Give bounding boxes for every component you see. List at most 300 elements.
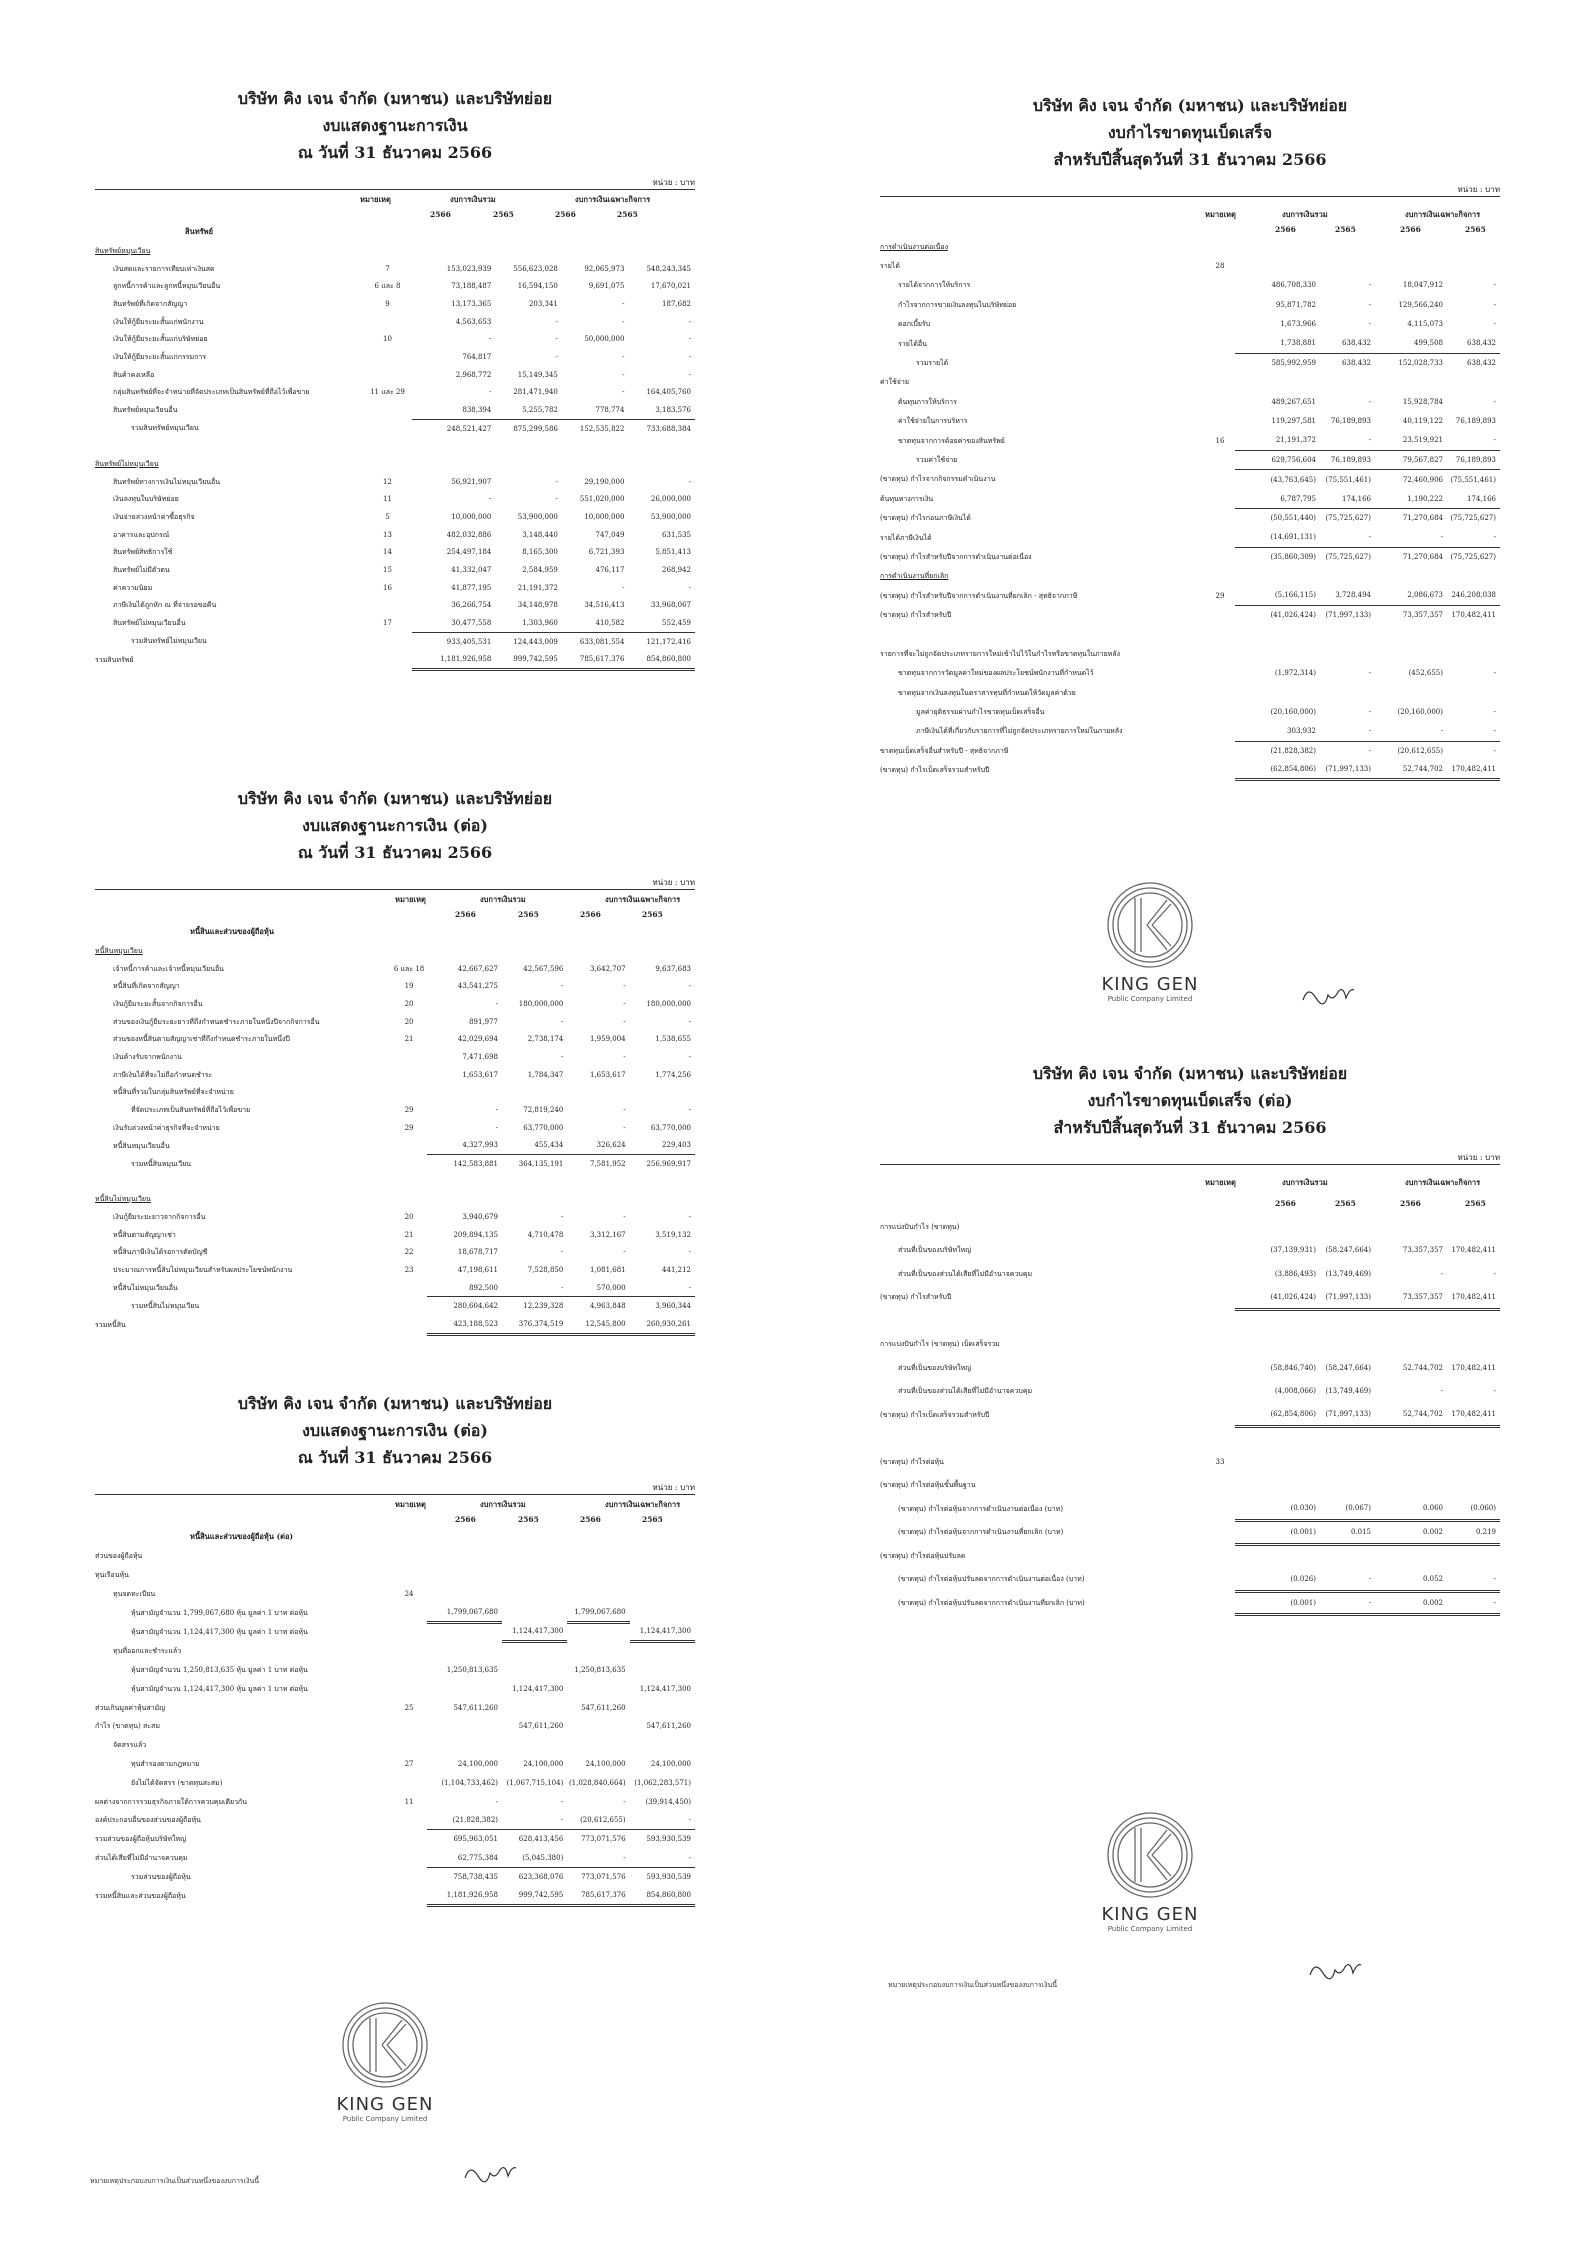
table-row xyxy=(880,1333,1500,1357)
table-row xyxy=(95,1547,695,1566)
row-value: (14,691,131) xyxy=(1270,533,1316,542)
row-label: ทุนที่ออกและชำระแล้ว xyxy=(113,1647,182,1656)
col-year: 2565 xyxy=(493,210,514,219)
row-value: 551,020,000 xyxy=(579,495,625,504)
table-row xyxy=(95,419,695,437)
row-value xyxy=(1235,567,1320,586)
row-label: รายได้อื่น xyxy=(898,339,927,348)
row-value: 17,670,021 xyxy=(650,282,691,291)
row-value xyxy=(1320,373,1375,392)
row-value: 24,100,000 xyxy=(457,1760,499,1769)
row-value: 556,623,028 xyxy=(513,264,558,273)
table-row xyxy=(95,1679,695,1698)
row-note: 7 xyxy=(385,264,390,273)
row-value xyxy=(1375,644,1447,663)
row-value: 1,959,004 xyxy=(589,1035,626,1044)
col-consolidated: งบการเงินรวม xyxy=(1282,210,1328,219)
row-note xyxy=(1205,741,1235,760)
row-label: อาคารและอุปกรณ์ xyxy=(113,530,170,539)
row-value xyxy=(630,1173,695,1191)
row-value: 764,817 xyxy=(462,352,492,361)
row-value: - xyxy=(560,1816,564,1825)
row-label: ประมาณการหนี้สินไม่หมุนเวียนสำหรับผลประโยชน์พนักงาน xyxy=(113,1266,293,1275)
row-value: 170,482,411 xyxy=(1447,605,1500,624)
row-value: - xyxy=(560,1052,564,1061)
row-value: - xyxy=(560,1283,564,1292)
unit-label: หน่วย : บาท xyxy=(1457,185,1500,194)
row-value: 5,255,782 xyxy=(522,405,558,414)
row-value: 376,374,519 xyxy=(502,1315,567,1334)
row-value: 15,928,784 xyxy=(1402,397,1443,406)
row-label: หนี้สินภาษีเงินได้รอการตัดบัญชี xyxy=(113,1248,208,1257)
row-note xyxy=(391,1642,426,1661)
row-value: - xyxy=(623,982,626,991)
signature-icon xyxy=(460,2158,520,2188)
unit-label: หน่วย : บาท xyxy=(652,878,695,887)
king-gen-logo-icon xyxy=(340,2000,430,2090)
row-value: 838,394 xyxy=(462,405,492,414)
row-value xyxy=(1375,256,1447,275)
row-value xyxy=(1447,683,1500,702)
row-note xyxy=(391,1279,426,1297)
row-note: 20 xyxy=(404,1212,414,1221)
row-value: (50,551,440) xyxy=(1235,508,1320,527)
row-note xyxy=(1205,508,1235,527)
table-row xyxy=(880,508,1500,527)
row-value: 187,682 xyxy=(662,299,691,308)
row-value: 21,191,372 xyxy=(517,583,558,592)
row-label: เงินกู้ยืมระยะสั้นจากกิจการอื่น xyxy=(113,999,203,1008)
row-value: 246,208,038 xyxy=(1451,591,1496,600)
col-year: 2566 xyxy=(580,1515,601,1524)
row-value: (4,008,066) xyxy=(1274,1387,1316,1396)
col-year: 2566 xyxy=(455,910,476,919)
row-value: 489,267,651 xyxy=(1271,397,1316,406)
row-note: 11 และ 29 xyxy=(370,388,405,397)
row-value xyxy=(427,1717,502,1736)
row-label: การดำเนินงานต่อเนื่อง xyxy=(880,242,949,251)
row-label: รวมค่าใช้จ่าย xyxy=(916,455,958,464)
row-note xyxy=(391,1084,426,1102)
row-value: 547,611,260 xyxy=(581,1703,626,1712)
row-value xyxy=(1447,567,1500,586)
page-income-statement-cont xyxy=(880,1060,1500,1616)
col-year: 2566 xyxy=(430,210,451,219)
row-value xyxy=(427,1566,502,1585)
row-note xyxy=(363,366,411,384)
row-note xyxy=(1205,1309,1235,1333)
row-value xyxy=(1320,683,1375,702)
table-row xyxy=(95,1642,695,1661)
row-value: (75,725,627) xyxy=(1320,508,1375,527)
row-value: 124,443,009 xyxy=(495,632,562,650)
row-value: - xyxy=(688,317,691,326)
row-note: 24 xyxy=(404,1589,414,1598)
table-row xyxy=(95,579,695,597)
table-row xyxy=(95,1084,695,1102)
row-note xyxy=(1205,450,1235,469)
row-value xyxy=(427,1642,502,1661)
row-value: 747,049 xyxy=(595,530,625,539)
row-value: 0.219 xyxy=(1447,1521,1500,1545)
row-value: 7,471,698 xyxy=(462,1052,499,1061)
table-row xyxy=(880,353,1500,372)
table-row xyxy=(880,489,1500,508)
row-value: (3,886,493) xyxy=(1274,1269,1316,1278)
row-note xyxy=(391,942,426,960)
row-value: 8,165,300 xyxy=(522,548,558,557)
row-label xyxy=(880,1309,1205,1333)
row-value: - xyxy=(488,388,492,397)
row-value: - xyxy=(1320,1568,1375,1592)
row-value: 174,166 xyxy=(1342,494,1371,503)
row-note xyxy=(1205,334,1235,353)
row-value: 63,770,000 xyxy=(523,1123,564,1132)
column-header xyxy=(95,890,695,924)
table-row xyxy=(95,614,695,632)
table-row xyxy=(95,1886,695,1905)
row-value xyxy=(567,1717,629,1736)
table-row xyxy=(95,1755,695,1774)
row-label: สินทรัพย์หมุนเวียน xyxy=(95,246,151,255)
row-label: รวมหนี้สินและส่วนของผู้ถือหุ้น xyxy=(95,1891,186,1900)
row-value: 1,250,813,635 xyxy=(446,1666,499,1675)
table-row xyxy=(880,605,1500,624)
company-name: บริษัท คิง เจน จำกัด (มหาชน) และบริษัทย่อย xyxy=(237,1394,553,1413)
row-value xyxy=(1320,1215,1375,1239)
row-value xyxy=(427,1622,502,1641)
row-value: 164,405,760 xyxy=(646,388,691,397)
row-note: 12 xyxy=(383,477,392,486)
table-row xyxy=(880,237,1500,256)
row-label: หุ้นสามัญจำนวน 1,124,417,300 หุ้น มูลค่า 1 บาท ต่อหุ้น xyxy=(131,1684,308,1693)
table-row xyxy=(880,1215,1500,1239)
table-row xyxy=(95,1208,695,1226)
col-year: 2566 xyxy=(1275,1199,1296,1208)
row-label: (ขาดทุน) กำไรจากกิจกรรมดำเนินงาน xyxy=(880,475,996,484)
table-row xyxy=(880,586,1500,605)
page-balance-sheet-liabilities xyxy=(95,785,695,1336)
row-label: (ขาดทุน) กำไรสำหรับปี xyxy=(880,1293,952,1302)
row-value: 1,081,681 xyxy=(589,1266,626,1275)
row-value: - xyxy=(1493,727,1496,736)
row-value: - xyxy=(1368,708,1371,717)
row-value: 121,172,416 xyxy=(628,632,695,650)
row-value: (35,860,309) xyxy=(1235,547,1320,566)
row-value: 2,968,772 xyxy=(455,370,492,379)
row-value xyxy=(628,437,695,455)
row-value: (58,247,664) xyxy=(1325,1246,1371,1255)
row-label: หนี้สินที่รวมในกลุ่มสินทรัพย์ที่จะจำหน่าย xyxy=(113,1088,234,1097)
row-value: - xyxy=(623,1212,626,1221)
row-label: (ขาดทุน) กำไรต่อหุ้นจากการดำเนินงานที่ยกเลิก (บาท) xyxy=(898,1528,1064,1537)
row-note xyxy=(391,1661,426,1680)
row-value: 41,877,195 xyxy=(451,583,492,592)
row-value: (20,160,000) xyxy=(1270,708,1316,717)
row-value: 778,774 xyxy=(595,405,625,414)
row-note xyxy=(363,313,411,331)
row-value: - xyxy=(488,495,492,504)
table-row xyxy=(880,373,1500,392)
row-note: 21 xyxy=(404,1035,414,1044)
table-row xyxy=(880,702,1500,721)
row-value: - xyxy=(1368,669,1371,678)
row-value: - xyxy=(1493,320,1496,329)
row-label: ลูกหนี้การค้าและลูกหนี้หมุนเวียนอื่น xyxy=(113,282,221,291)
row-value: 52,744,702 xyxy=(1375,1403,1447,1427)
row-note: 11 xyxy=(383,495,392,504)
row-value: 423,188,523 xyxy=(427,1315,502,1334)
row-note xyxy=(391,1830,426,1849)
col-note: หมายเหตุ xyxy=(360,195,391,204)
table-row xyxy=(95,313,695,331)
row-note xyxy=(391,1622,426,1641)
row-value xyxy=(1320,1450,1375,1474)
row-value: 153,023,939 xyxy=(446,264,492,273)
row-value: (43,763,645) xyxy=(1235,470,1320,489)
row-value: - xyxy=(555,477,558,486)
row-value: - xyxy=(560,1212,564,1221)
row-value: 3,940,679 xyxy=(462,1212,499,1221)
row-value: 1,799,067,680 xyxy=(567,1603,629,1622)
row-value: (75,725,627) xyxy=(1447,508,1500,527)
column-header xyxy=(880,1165,1500,1215)
row-value xyxy=(1447,1474,1500,1498)
row-value xyxy=(1375,373,1447,392)
row-value xyxy=(1235,683,1320,702)
row-value xyxy=(1235,1450,1320,1474)
table-row xyxy=(880,547,1500,566)
row-value: 79,567,827 xyxy=(1375,450,1447,469)
row-note: 22 xyxy=(404,1248,414,1257)
row-value: - xyxy=(1447,1568,1500,1592)
row-value: - xyxy=(623,1853,626,1862)
row-value xyxy=(1447,1450,1500,1474)
row-value: - xyxy=(623,999,626,1008)
row-label: (ขาดทุน) กำไรต่อหุ้นขั้นพื้นฐาน xyxy=(880,1481,976,1490)
table-row xyxy=(880,1544,1500,1568)
row-label: (ขาดทุน) กำไรต่อหุ้นปรับลดจากการดำเนินงานที่ยกเลิก (บาท) xyxy=(898,1598,1085,1607)
row-value: 785,617,376 xyxy=(562,650,629,669)
table-row xyxy=(95,1622,695,1641)
row-note xyxy=(1205,1521,1235,1545)
row-note: 5 xyxy=(385,512,390,521)
row-value: - xyxy=(1447,741,1500,760)
table-row xyxy=(95,1717,695,1736)
row-note xyxy=(1205,392,1235,411)
row-label: ค่าใช้จ่าย xyxy=(880,378,909,387)
row-label: หุ้นสามัญจำนวน 1,124,417,300 หุ้น มูลค่า 1 บาท ต่อหุ้น xyxy=(131,1628,308,1637)
row-value: 16,594,150 xyxy=(517,282,558,291)
row-value: 364,135,191 xyxy=(502,1155,567,1173)
table-row xyxy=(95,260,695,278)
col-year: 2565 xyxy=(518,910,539,919)
row-note: 25 xyxy=(404,1703,414,1712)
row-label: (ขาดทุน) กำไรสำหรับปี xyxy=(880,611,952,620)
row-value: - xyxy=(1440,1269,1443,1278)
row-label: รวมส่วนของผู้ถือหุ้น xyxy=(131,1872,191,1881)
row-value xyxy=(412,437,496,455)
row-label: (ขาดทุน) กำไรต่อหุ้นจากการดำเนินงานต่อเนื่อง (บาท) xyxy=(898,1504,1063,1513)
statement-header xyxy=(95,785,695,866)
row-value: 570,000 xyxy=(596,1283,626,1292)
row-value: (20,612,655) xyxy=(580,1816,626,1825)
row-note xyxy=(363,242,411,260)
row-label: เงินรับล่วงหน้าค่าธุรกิจที่จะจำหน่าย xyxy=(113,1123,220,1132)
row-label: รวมสินทรัพย์ xyxy=(95,655,134,664)
row-value: - xyxy=(623,1248,626,1257)
row-value xyxy=(1447,1333,1500,1357)
row-note: 14 xyxy=(383,548,392,557)
col-year: 2566 xyxy=(1275,225,1296,234)
page-balance-sheet-equity xyxy=(95,1390,695,1907)
row-value: 180,000,000 xyxy=(646,999,691,1008)
row-value: - xyxy=(688,1052,691,1061)
row-note xyxy=(1205,547,1235,566)
row-label: รายการที่จะไม่ถูกจัดประเภทรายการใหม่เข้าไปไว้ในกำไรหรือขาดทุนในภายหลัง xyxy=(880,649,1120,658)
row-value: 891,977 xyxy=(469,1017,499,1026)
row-value: (71,997,133) xyxy=(1320,605,1375,624)
row-note: 29 xyxy=(404,1123,414,1132)
table-row xyxy=(880,450,1500,469)
row-value: (21,828,382) xyxy=(1235,741,1320,760)
row-value: - xyxy=(1493,281,1496,290)
row-value xyxy=(1235,1333,1320,1357)
row-value: 170,482,411 xyxy=(1451,1363,1496,1372)
row-note xyxy=(363,597,411,615)
row-value: (0.060) xyxy=(1447,1497,1500,1521)
row-label: ภาษีเงินได้ที่เกี่ยวกับรายการที่ไม่ถูกจัดประเภทรายการใหม่ในภายหลัง xyxy=(916,727,1123,736)
row-value: 24,100,000 xyxy=(523,1760,564,1769)
row-value: 5,851,413 xyxy=(655,548,691,557)
col-year: 2565 xyxy=(1465,225,1486,234)
table-row xyxy=(95,242,695,260)
signature-icon xyxy=(1305,1955,1365,1985)
row-label xyxy=(95,1173,391,1191)
row-label: รวมสินทรัพย์หมุนเวียน xyxy=(131,424,199,433)
row-label: องค์ประกอบอื่นของส่วนของผู้ถือหุ้น xyxy=(95,1816,201,1825)
row-value xyxy=(1375,1309,1447,1333)
row-value xyxy=(502,1547,567,1566)
table-row xyxy=(880,741,1500,760)
row-note xyxy=(1205,1356,1235,1380)
row-value: 773,071,576 xyxy=(567,1867,629,1886)
row-value: - xyxy=(623,1106,626,1115)
row-value xyxy=(567,1585,629,1604)
statement-date: ณ วันที่ 31 ธันวาคม 2566 xyxy=(297,843,493,862)
table-row xyxy=(880,470,1500,489)
row-value: 695,963,051 xyxy=(427,1830,502,1849)
row-value: - xyxy=(1493,300,1496,309)
row-value: 152,028,733 xyxy=(1375,353,1447,372)
row-value: 623,368,076 xyxy=(502,1867,567,1886)
row-note: 20 xyxy=(404,999,414,1008)
row-value: - xyxy=(622,370,625,379)
row-value: (452,655) xyxy=(1408,669,1443,678)
col-year: 2565 xyxy=(642,1515,663,1524)
company-name: บริษัท คิง เจน จำกัด (มหาชน) และบริษัทย่อย xyxy=(237,789,553,808)
row-value: (71,997,133) xyxy=(1320,1286,1375,1310)
row-value: 3,642,707 xyxy=(589,964,626,973)
row-value xyxy=(502,1190,567,1208)
row-note xyxy=(1205,489,1235,508)
row-value xyxy=(567,1679,629,1698)
row-value: 773,071,576 xyxy=(567,1830,629,1849)
row-value: - xyxy=(1368,300,1371,309)
row-label: รายได้ xyxy=(880,262,900,271)
table-row xyxy=(95,632,695,650)
table-row xyxy=(880,1239,1500,1263)
row-note: 6 และ 18 xyxy=(393,964,425,973)
row-value: 1,303,960 xyxy=(522,619,558,628)
row-value xyxy=(495,455,562,473)
col-year: 2565 xyxy=(1465,1199,1486,1208)
row-value: 42,029,694 xyxy=(457,1035,499,1044)
row-value xyxy=(1375,1427,1447,1451)
row-value: 52,744,702 xyxy=(1402,1363,1443,1372)
row-value: 203,341 xyxy=(528,299,558,308)
row-value xyxy=(567,1173,629,1191)
row-value: 892,500 xyxy=(469,1283,499,1292)
row-value: 43,541,275 xyxy=(457,982,499,991)
logo-name: KING GEN xyxy=(1101,1904,1199,1925)
col-year: 2566 xyxy=(555,210,576,219)
row-label: รวมส่วนของผู้ถือหุ้นบริษัทใหญ่ xyxy=(95,1835,187,1844)
row-value xyxy=(1375,237,1447,256)
row-value: 76,189,893 xyxy=(1447,450,1500,469)
row-note xyxy=(363,437,411,455)
row-value: 76,189,893 xyxy=(1455,417,1496,426)
row-note xyxy=(1205,722,1235,741)
row-value: 547,611,260 xyxy=(453,1703,499,1712)
table-row xyxy=(95,995,695,1013)
row-value xyxy=(1375,1333,1447,1357)
row-value: 129,566,240 xyxy=(1398,300,1443,309)
row-value: - xyxy=(1493,533,1496,542)
row-value xyxy=(562,437,629,455)
row-value: 40,119,122 xyxy=(1402,417,1443,426)
footer-note: หมายเหตุประกอบงบการเงินเป็นส่วนหนึ่งของงบการเงินนี้ xyxy=(888,1981,1058,1989)
row-value xyxy=(1375,1544,1447,1568)
table-row xyxy=(95,1244,695,1262)
row-label: รายได้จากการให้บริการ xyxy=(898,281,971,290)
row-value: 33,968,067 xyxy=(650,601,691,610)
row-value: (0.026) xyxy=(1235,1568,1320,1592)
row-value: 73,357,357 xyxy=(1375,605,1447,624)
row-value xyxy=(1447,1215,1500,1239)
row-value: 50,000,000 xyxy=(584,335,625,344)
row-value: - xyxy=(1320,741,1375,760)
row-label: ส่วนของผู้ถือหุ้น xyxy=(95,1552,143,1561)
row-value: - xyxy=(688,1853,691,1862)
row-value: 7,528,850 xyxy=(527,1266,564,1275)
row-note xyxy=(391,1297,426,1315)
row-note xyxy=(1205,1286,1235,1310)
table-row xyxy=(95,366,695,384)
row-value: 12,239,328 xyxy=(502,1297,567,1315)
row-label: (ขาดทุน) กำไรเบ็ดเสร็จรวมสำหรับปี xyxy=(880,1410,990,1419)
row-label: การแบ่งปันกำไร (ขาดทุน) เบ็ดเสร็จรวม xyxy=(880,1340,1000,1349)
table-row xyxy=(880,1403,1500,1427)
table-row xyxy=(95,473,695,491)
row-note: 11 xyxy=(404,1797,414,1806)
page-balance-sheet-assets xyxy=(95,85,695,671)
row-value xyxy=(1375,1215,1447,1239)
row-value: (5,166,115) xyxy=(1274,591,1316,600)
row-value: (1,104,733,462) xyxy=(441,1778,499,1787)
row-note: 13 xyxy=(383,530,392,539)
row-value: 9,691,075 xyxy=(588,282,625,291)
